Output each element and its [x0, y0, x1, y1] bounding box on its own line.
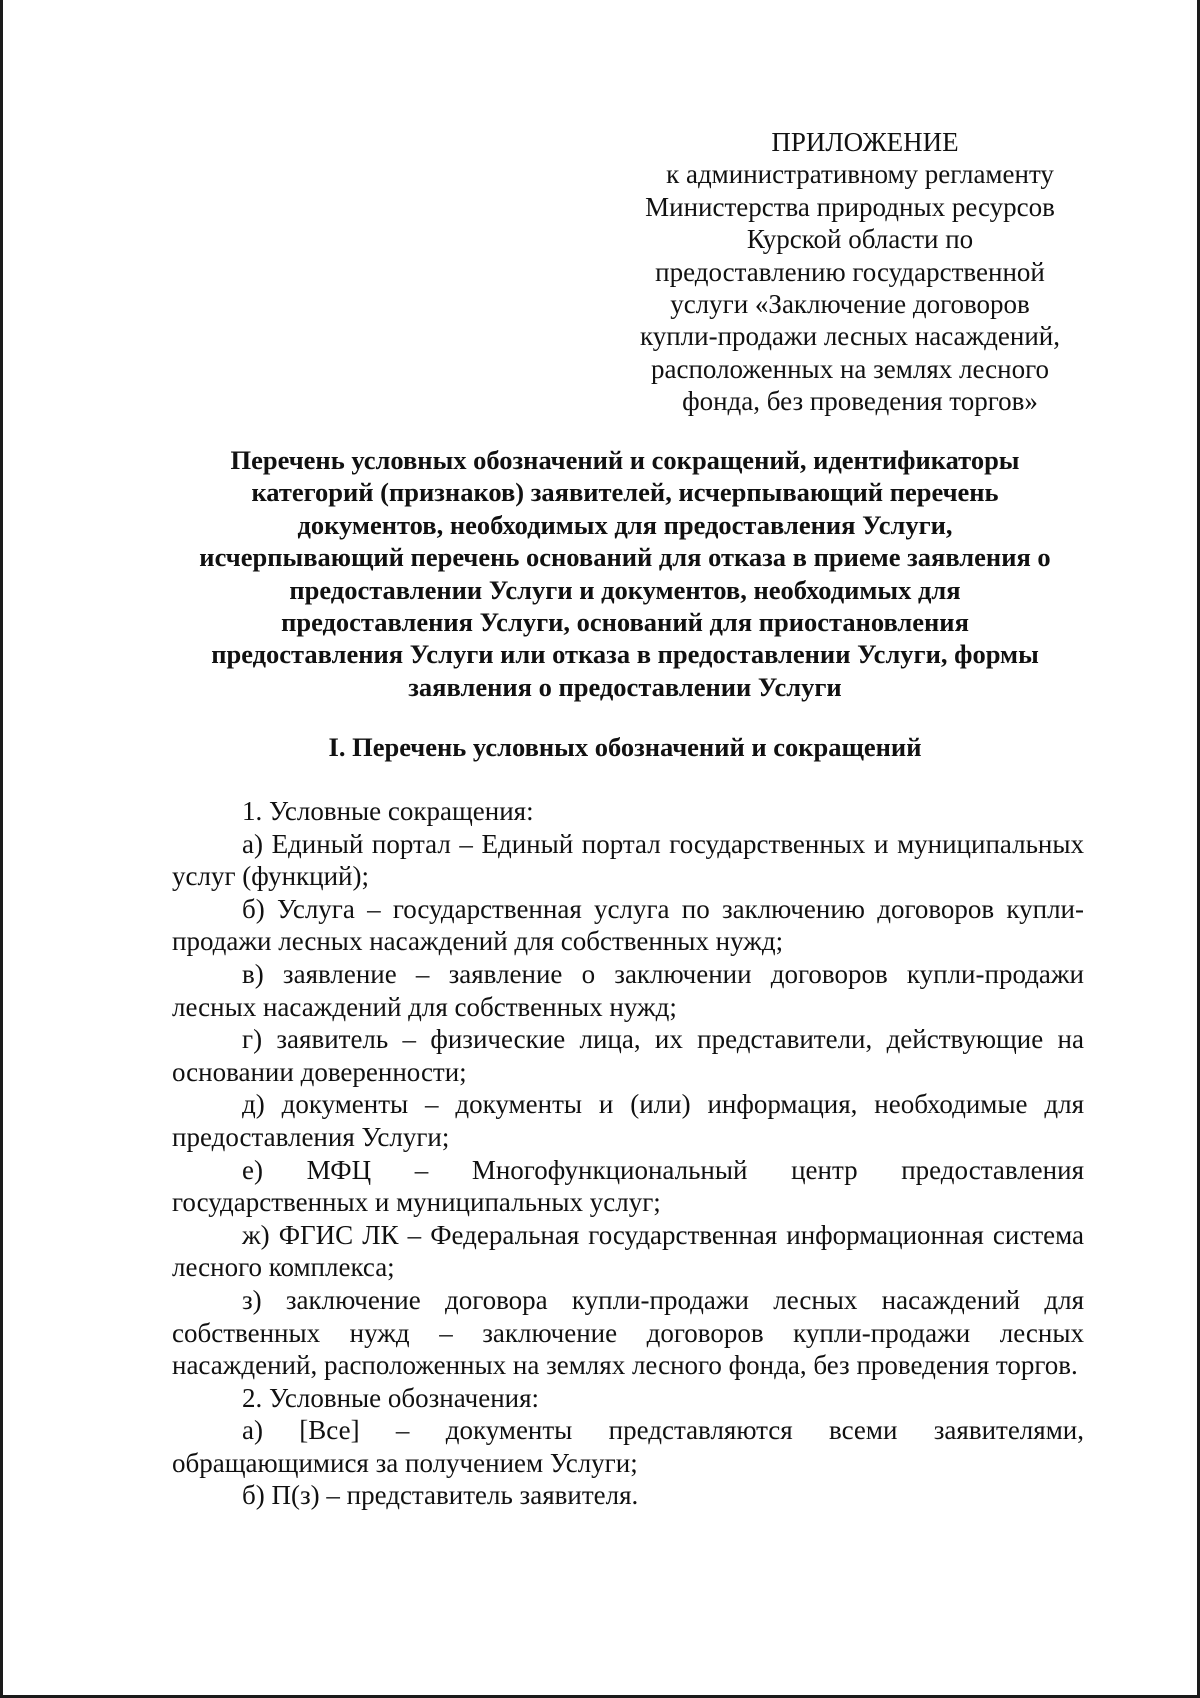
- appendix-line: услуги «Заключение договоров: [670, 289, 1030, 320]
- document-body: [172, 795, 1084, 1512]
- appendix-line: предоставлению государственной: [655, 256, 1045, 287]
- appendix-line: купли-продажи лесных насаждений,: [639, 321, 1060, 352]
- definition-item: б) П(з) – представитель заявителя.: [242, 1480, 639, 1511]
- title-line: документов, необходимых для предоставления Услуги,: [297, 509, 953, 540]
- appendix-heading: ПРИЛОЖЕНИЕ: [771, 127, 959, 157]
- appendix-line: фонда, без проведения торгов»: [682, 386, 1038, 417]
- definition-item: а) [Все] – документы представляются всеми заявителями, обращающимися за получением Услуги;: [172, 1415, 1084, 1478]
- definition-item: а) Единый портал – Единый портал государственных и муниципальных услуг (функций);: [172, 828, 1084, 892]
- title-line: Перечень условных обозначений и сокращений, идентификаторы: [230, 445, 1020, 475]
- title-line: предоставления Услуги или отказа в предоставлении Услуги, формы: [211, 639, 1039, 670]
- definition-item: ж) ФГИС ЛК – Федеральная государственная информационная система лесного комплекса;: [172, 1219, 1084, 1283]
- appendix-line: к административному регламенту: [666, 159, 1054, 190]
- definition-item: б) Услуга – государственная услуга по заключению договоров купли-продажи лесных насаждений для собственных нужд;: [172, 893, 1084, 957]
- definition-item: е) МФЦ – Многофункциональный центр предоставления государственных и муниципальных услуг;: [172, 1154, 1084, 1218]
- designations-heading: 2. Условные обозначения:: [242, 1382, 540, 1413]
- appendix-line: расположенных на землях лесного: [651, 353, 1049, 384]
- title-line: предоставлении Услуги и документов, необходимых для: [289, 574, 961, 605]
- appendix-line: Курской области по: [746, 224, 974, 255]
- appendix-block: [620, 126, 1080, 418]
- title-line: заявления о предоставлении Услуги: [408, 671, 842, 702]
- definition-item: в) заявление – заявление о заключении договоров купли-продажи лесных насаждений для собственных нужд;: [172, 958, 1084, 1022]
- definition-item: з) заключение договора купли-продажи лесных насаждений для собственных нужд – заключение договоров купли-продажи лесных насаждений, расположенных на землях лесного фонда, без проведения торгов.: [172, 1284, 1084, 1381]
- title-line: предоставления Услуги, оснований для приостановления: [281, 607, 969, 638]
- title-line: категорий (признаков) заявителей, исчерпывающий перечень: [251, 477, 999, 508]
- document-title: [160, 444, 1090, 703]
- appendix-line: Министерства природных ресурсов: [645, 191, 1055, 222]
- abbreviations-heading: 1. Условные сокращения:: [242, 796, 534, 826]
- definition-item: д) документы – документы и (или) информация, необходимые для предоставления Услуги;: [172, 1089, 1084, 1152]
- title-line: исчерпывающий перечень оснований для отказа в приеме заявления о: [199, 542, 1051, 573]
- section-heading: I. Перечень условных обозначений и сокращений: [328, 732, 922, 762]
- definition-item: г) заявитель – физические лица, их представители, действующие на основании доверенности;: [172, 1024, 1084, 1087]
